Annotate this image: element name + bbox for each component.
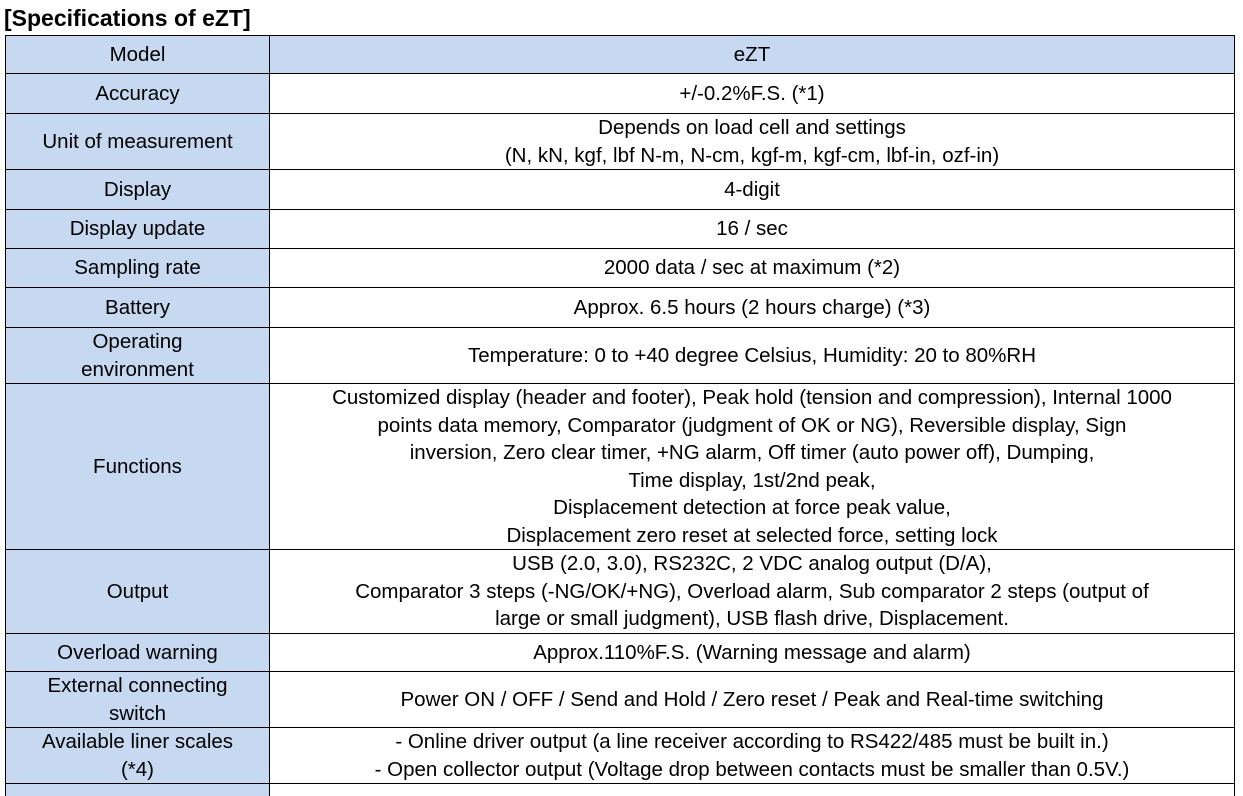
row-label: Display update — [6, 210, 270, 249]
table-row-display — [6, 170, 1235, 210]
row-value: 16 / sec — [270, 210, 1235, 249]
row-label: Battery — [6, 288, 270, 328]
row-label: Overload warning — [6, 634, 270, 672]
table-row-cut-off — [6, 784, 1235, 796]
row-value: Temperature: 0 to +40 degree Celsius, Humidity: 20 to 80%RH — [270, 328, 1235, 384]
row-value: USB (2.0, 3.0), RS232C, 2 VDC analog output (D/A), Comparator 3 steps (-NG/OK/+NG), Overload alarm, Sub comparator 2 steps (output of large or small judgment), USB flash drive, Displacement. — [270, 550, 1235, 634]
row-value: 2000 data / sec at maximum (*2) — [270, 249, 1235, 288]
row-label: Functions — [6, 384, 270, 550]
row-label: Unit of measurement — [6, 114, 270, 170]
row-label: Model — [6, 36, 270, 74]
row-value: Customized display (header and footer), Peak hold (tension and compression), Internal 1000 points data memory, Comparator (judgment of OK or NG), Reversible display, Sign inversion, Zero clear timer, +NG alarm, Off timer (auto power off), Dumping, Time display, 1st/2nd peak, Displacement detection at force peak value, Displacement zero reset at selected force, setting lock — [270, 384, 1235, 550]
table-row-model — [6, 36, 1235, 74]
row-value: Power ON / OFF / Send and Hold / Zero reset / Peak and Real-time switching — [270, 672, 1235, 728]
table-row-sampling-rate — [6, 249, 1235, 288]
row-value: - Online driver output (a line receiver according to RS422/485 must be built in.) - Open collector output (Voltage drop between contacts must be smaller than 0.5V.) — [270, 728, 1235, 784]
table-row-output — [6, 550, 1235, 634]
table-row-liner-scales — [6, 728, 1235, 784]
row-label: Operating environment — [6, 328, 270, 384]
table-row-external-switch — [6, 672, 1235, 728]
row-value: Approx.110%F.S. (Warning message and alarm) — [270, 634, 1235, 672]
row-label: Sampling rate — [6, 249, 270, 288]
row-value: +/-0.2%F.S. (*1) — [270, 74, 1235, 114]
row-label: Output — [6, 550, 270, 634]
row-value: 4-digit — [270, 170, 1235, 210]
row-value — [270, 784, 1235, 796]
row-value: eZT — [270, 36, 1235, 74]
row-label: Accuracy — [6, 74, 270, 114]
row-value: Depends on load cell and settings (N, kN, kgf, lbf N-m, N-cm, kgf-m, kgf-cm, lbf-in, ozf-in) — [270, 114, 1235, 170]
table-row-accuracy — [6, 74, 1235, 114]
row-label: External connecting switch — [6, 672, 270, 728]
table-row-overload-warning — [6, 634, 1235, 672]
row-label: Display — [6, 170, 270, 210]
table-row-unit — [6, 114, 1235, 170]
table-row-functions — [6, 384, 1235, 550]
row-label: Available liner scales (*4) — [6, 728, 270, 784]
table-row-display-update — [6, 210, 1235, 249]
row-value: Approx. 6.5 hours (2 hours charge) (*3) — [270, 288, 1235, 328]
row-label — [6, 784, 270, 796]
table-row-operating-environment — [6, 328, 1235, 384]
spec-table — [5, 35, 1235, 796]
table-row-battery — [6, 288, 1235, 328]
page-title: [Specifications of eZT] — [4, 5, 251, 31]
